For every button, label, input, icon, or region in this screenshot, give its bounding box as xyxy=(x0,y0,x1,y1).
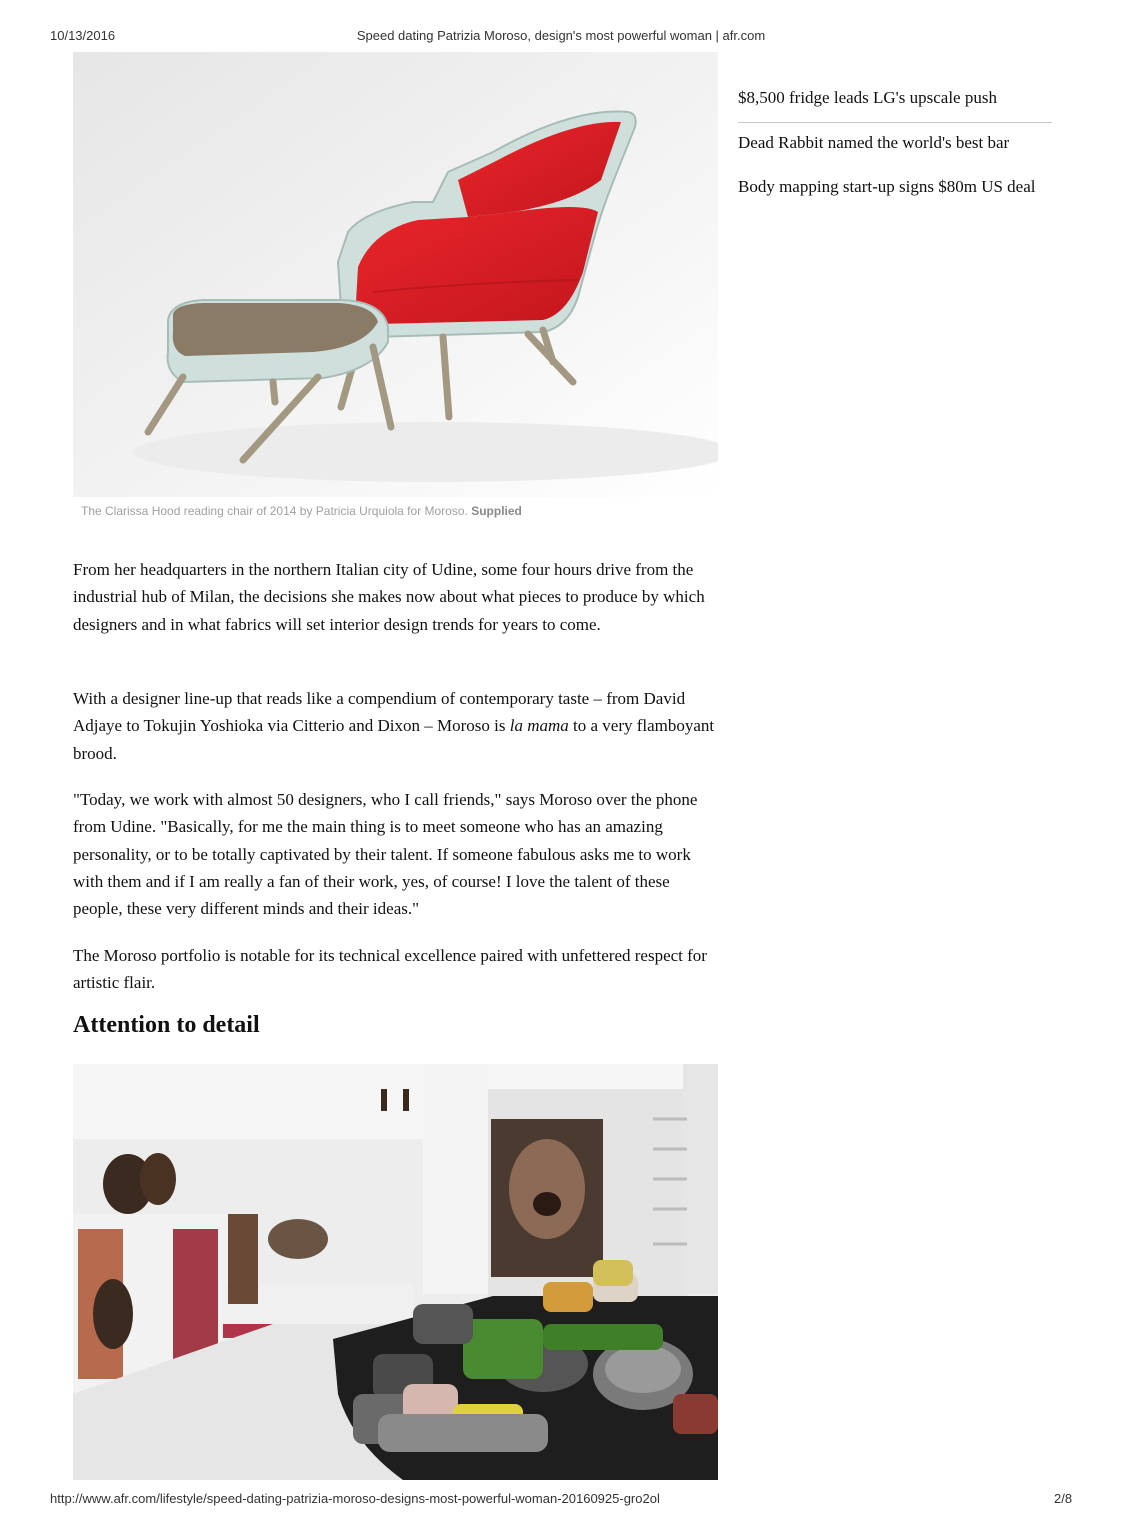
article-paragraph-4: The Moroso portfolio is notable for its technical excellence paired with unfettered respect for artistic flair. xyxy=(73,946,707,993)
photo-caption xyxy=(81,504,522,518)
related-story-link[interactable]: Dead Rabbit named the world's best bar xyxy=(738,133,1010,152)
related-stories xyxy=(738,88,1052,197)
print-page-title: Speed dating Patrizia Moroso, design's most powerful woman | afr.com xyxy=(356,28,766,43)
section-heading: Attention to detail xyxy=(73,1012,260,1038)
related-story-link[interactable]: Body mapping start-up signs $80m US deal xyxy=(738,177,1036,196)
chair-photo xyxy=(73,52,718,497)
related-story-link[interactable]: $8,500 fridge leads LG's upscale push xyxy=(738,88,1052,123)
paragraph-2-tail: to a very flamboyant brood. xyxy=(73,716,715,763)
interior-photo xyxy=(73,1064,718,1480)
article-paragraph-3: "Today, we work with almost 50 designers, who I call friends," says Moroso over the phone from Udine. "Basically, for me the main thing is to meet someone who has an amazing personality, or to be totally captivated by their talent. If someone fabulous asks me to work with them and if I am really a fan of their work, yes, of course! I love the talent of these people, these very different minds and their ideas." xyxy=(73,790,698,919)
paragraph-2-emphasis: la mama xyxy=(509,716,569,736)
caption-credit: Supplied xyxy=(471,504,522,518)
print-url: http://www.afr.com/lifestyle/speed-dating-patrizia-moroso-designs-most-powerful-woman-20160925-gro2ol xyxy=(50,1491,660,1506)
article-paragraph-2 xyxy=(73,685,723,767)
print-date: 10/13/2016 xyxy=(50,28,116,43)
print-page-number: 2/8 xyxy=(1054,1491,1073,1506)
article-paragraph-1: From her headquarters in the northern Italian city of Udine, some four hours drive from the industrial hub of Milan, the decisions she makes now about what pieces to produce by which designers and in what fabrics will set interior design trends for years to come. xyxy=(73,560,705,634)
paragraph-2-text: With a designer line-up that reads like a compendium of contemporary taste – from David Adjaye to Tokujin Yoshioka via Citterio and Dixon – Moroso is xyxy=(73,689,686,736)
caption-text: The Clarissa Hood reading chair of 2014 by Patricia Urquiola for Moroso. xyxy=(81,504,468,518)
